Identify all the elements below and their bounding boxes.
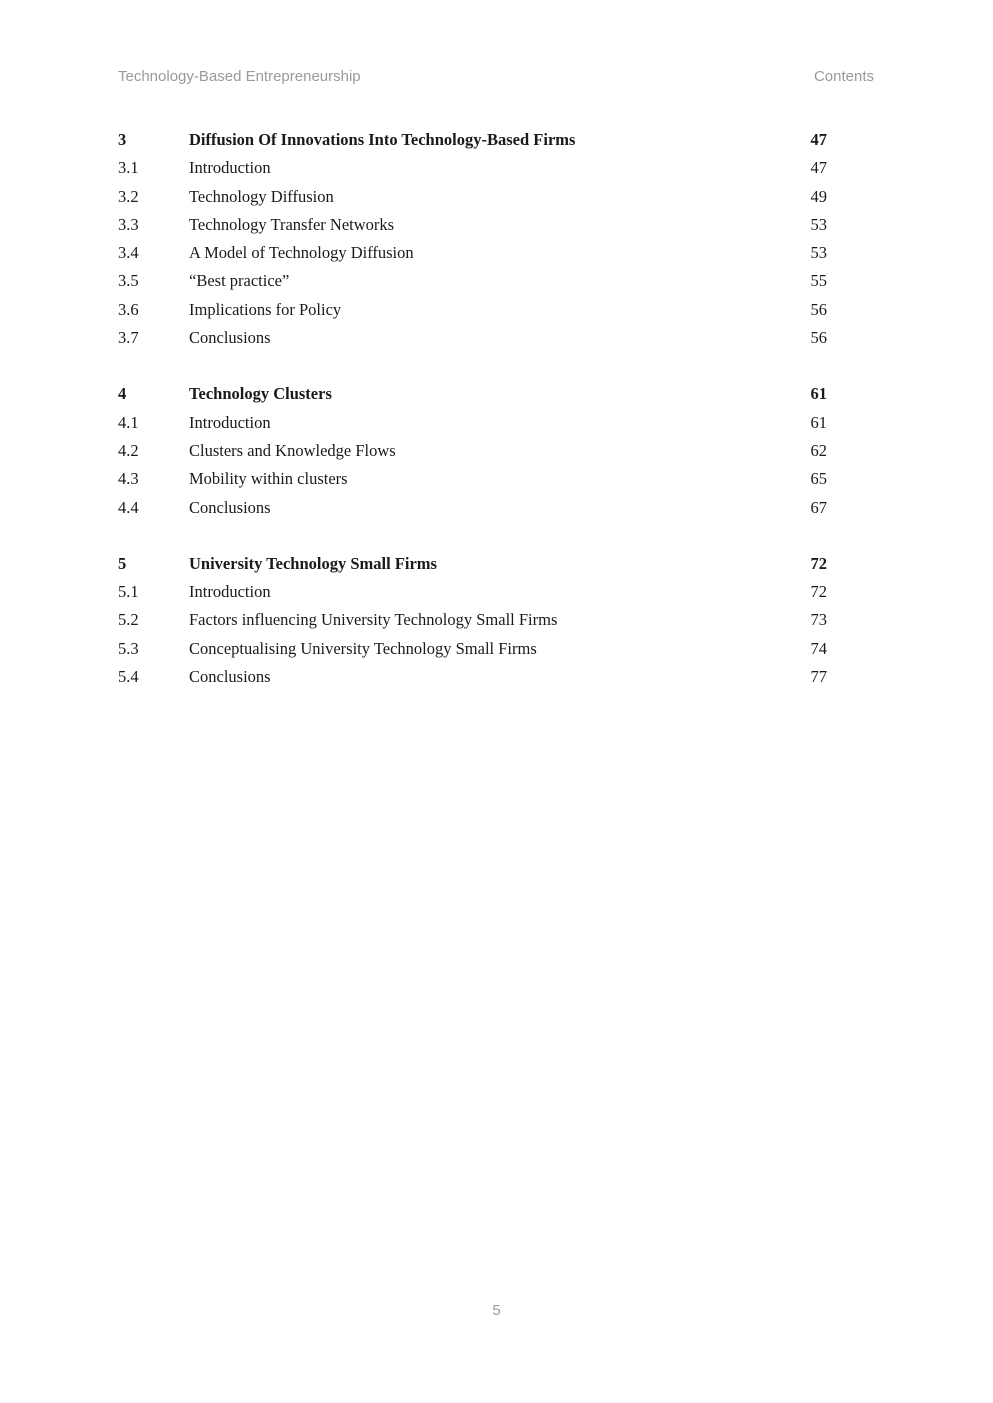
section-title: Implications for Policy	[189, 299, 342, 319]
section-page: 67	[810, 497, 827, 517]
chapter-heading[interactable]	[118, 380, 830, 408]
toc-entry[interactable]	[118, 409, 830, 437]
toc-entry[interactable]	[118, 267, 830, 295]
section-number: 4.4	[118, 497, 139, 517]
section-page: 62	[810, 440, 827, 460]
toc-entry[interactable]	[118, 437, 830, 465]
section-number: 3.7	[118, 328, 139, 348]
section-page: 53	[810, 243, 827, 263]
section-page: 74	[810, 638, 827, 658]
toc-chapter-3	[118, 126, 830, 352]
toc-entry[interactable]	[118, 211, 830, 239]
section-number: 3.1	[118, 158, 139, 178]
section-title: “Best practice”	[189, 271, 290, 291]
section-number: 3.5	[118, 271, 139, 291]
section-page: 65	[810, 469, 827, 489]
toc-entry[interactable]	[118, 296, 830, 324]
toc-entry[interactable]	[118, 494, 830, 522]
toc-entry[interactable]	[118, 635, 830, 663]
section-number: 4.3	[118, 469, 139, 489]
section-number: 4.1	[118, 412, 139, 432]
section-label: Contents	[813, 68, 874, 85]
section-number: 5.2	[118, 610, 139, 630]
toc-entry[interactable]	[118, 578, 830, 606]
section-number: 3.3	[118, 214, 139, 234]
section-title: Introduction	[189, 412, 271, 432]
chapter-page: 72	[810, 553, 827, 573]
section-title: Technology Diffusion	[189, 186, 334, 206]
toc-entry[interactable]	[118, 663, 830, 691]
section-title: Conceptualising University Technology Small Firms	[189, 638, 537, 658]
chapter-title: Technology Clusters	[189, 384, 332, 404]
section-title: Conclusions	[189, 328, 271, 348]
toc-entry[interactable]	[118, 154, 830, 182]
toc-entry[interactable]	[118, 465, 830, 493]
section-title: Clusters and Knowledge Flows	[189, 440, 396, 460]
toc-entry[interactable]	[118, 324, 830, 352]
section-number: 4.2	[118, 440, 139, 460]
section-page: 61	[810, 412, 827, 432]
section-title: Introduction	[189, 158, 271, 178]
section-title: Conclusions	[189, 497, 271, 517]
running-header	[118, 68, 874, 90]
toc-entry[interactable]	[118, 239, 830, 267]
section-number: 5.3	[118, 638, 139, 658]
section-page: 53	[810, 214, 827, 234]
section-title: Technology Transfer Networks	[189, 214, 395, 234]
chapter-number: 5	[118, 553, 127, 573]
section-title: Introduction	[189, 582, 271, 602]
chapter-title: Diffusion Of Innovations Into Technology-Based Firms	[189, 130, 576, 149]
section-page: 47	[810, 158, 827, 178]
section-number: 5.1	[118, 582, 139, 602]
page-number: 5	[492, 1302, 501, 1319]
toc-entry[interactable]	[118, 606, 830, 634]
book-title: Technology-Based Entrepreneurship	[118, 68, 361, 85]
section-title: Factors influencing University Technology Small Firms	[189, 610, 558, 630]
section-page: 73	[810, 610, 827, 630]
section-page: 55	[810, 271, 827, 291]
chapter-page: 61	[810, 384, 827, 404]
table-of-contents	[118, 126, 830, 719]
section-number: 3.2	[118, 186, 139, 206]
section-page: 56	[810, 328, 827, 348]
section-number: 3.6	[118, 299, 139, 319]
chapter-heading[interactable]	[118, 550, 830, 578]
chapter-number: 3	[118, 130, 127, 149]
chapter-number: 4	[118, 384, 127, 404]
section-number: 3.4	[118, 243, 139, 263]
section-number: 5.4	[118, 667, 139, 687]
chapter-heading[interactable]	[118, 126, 830, 154]
section-title: Conclusions	[189, 667, 271, 687]
section-title: A Model of Technology Diffusion	[189, 243, 414, 263]
chapter-page: 47	[810, 130, 827, 149]
chapter-title: University Technology Small Firms	[189, 553, 437, 573]
section-page: 56	[810, 299, 827, 319]
section-title: Mobility within clusters	[189, 469, 348, 489]
section-page: 77	[810, 667, 827, 687]
toc-entry[interactable]	[118, 183, 830, 211]
section-page: 49	[810, 186, 827, 206]
toc-chapter-5	[118, 550, 830, 691]
section-page: 72	[810, 582, 827, 602]
toc-chapter-4	[118, 380, 830, 521]
